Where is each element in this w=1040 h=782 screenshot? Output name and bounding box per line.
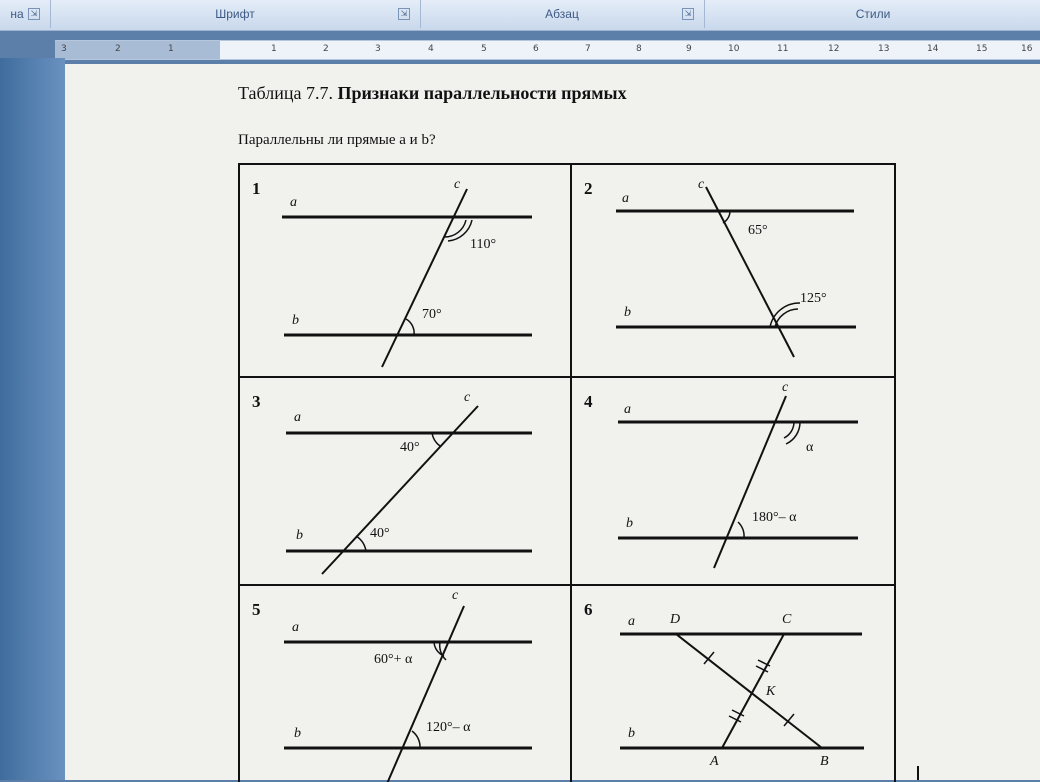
ribbon-separator: [50, 0, 51, 28]
font-dialog-launcher-icon[interactable]: ⇲: [398, 8, 410, 20]
figure-3-drawing: [240, 378, 570, 584]
figure-cell-5: [240, 586, 570, 782]
ruler-tick: 15: [976, 44, 988, 54]
dialog-launcher-icon[interactable]: ⇲: [28, 8, 40, 20]
figure-4-drawing: [572, 378, 894, 584]
point-d-label: D: [670, 612, 681, 627]
ribbon-group-paragraph: [422, 0, 702, 28]
ruler-tick: 5: [481, 44, 487, 54]
ruler-tick: 9: [686, 44, 692, 54]
ruler-tick: 16: [1021, 44, 1033, 54]
ruler-tick: 1: [168, 44, 174, 54]
ruler-tick: 1: [271, 44, 277, 54]
figures-table: [238, 163, 896, 782]
angle-label-bottom: 40°: [370, 526, 390, 541]
ruler-tick: 2: [323, 44, 329, 54]
angle-label-bottom: 120°– α: [426, 720, 471, 735]
ribbon-group-partial-label: на: [10, 7, 24, 21]
line-b-label: b: [294, 726, 301, 741]
line-c-label: c: [698, 177, 705, 192]
line-c-label: c: [454, 177, 461, 192]
ruler-tick: 14: [927, 44, 939, 54]
angle-label-top: 110°: [470, 237, 497, 252]
ribbon-group-styles: [706, 0, 1040, 28]
ruler-tick: 3: [61, 44, 67, 54]
cell-number: 4: [584, 392, 593, 411]
ribbon-separator: [420, 0, 421, 28]
ruler-tick: 3: [375, 44, 381, 54]
ruler-tick: 6: [533, 44, 539, 54]
line-b-label: b: [628, 726, 635, 741]
line-c-label: c: [782, 380, 789, 395]
cell-number: 1: [252, 179, 261, 198]
ruler-tick: 8: [636, 44, 642, 54]
figure-5-drawing: [240, 586, 570, 782]
line-a-label: a: [294, 410, 301, 425]
figure-cell-3: [240, 378, 570, 584]
ribbon-group-styles-label: Стили: [855, 7, 891, 21]
cell-number: 2: [584, 179, 593, 198]
line-a-label: a: [624, 402, 631, 417]
angle-label-bottom: 70°: [422, 307, 442, 322]
line-a-label: a: [628, 614, 635, 629]
ruler-left-margin: [55, 41, 220, 59]
line-b-label: b: [624, 305, 631, 320]
angle-label-bottom: 180°– α: [752, 510, 797, 525]
ribbon-group-partial: [0, 0, 48, 28]
figure-6-drawing: [572, 586, 894, 782]
angle-label-bottom: 125°: [800, 291, 827, 306]
page-title: [238, 83, 627, 104]
angle-label-top: 40°: [400, 440, 420, 455]
ruler-tick: 4: [428, 44, 434, 54]
horizontal-ruler[interactable]: [55, 40, 1040, 60]
ribbon-group-font-label: Шрифт: [215, 7, 255, 21]
line-b-label: b: [296, 528, 303, 543]
point-k-label: K: [766, 684, 776, 699]
title-bold: Признаки параллельности прямых: [337, 83, 627, 103]
point-b-label: B: [820, 754, 829, 769]
text-cursor: [917, 766, 919, 780]
ruler-tick: 2: [115, 44, 121, 54]
ruler-tick: 13: [878, 44, 890, 54]
ribbon-group-paragraph-label: Абзац: [545, 7, 579, 21]
cell-number: 5: [252, 600, 261, 619]
question-text: Параллельны ли прямые a и b?: [238, 132, 436, 148]
angle-label-top: α: [806, 440, 814, 455]
figure-cell-6: [572, 586, 894, 782]
figure-cell-4: [572, 378, 894, 584]
ribbon: [0, 0, 1040, 31]
ruler-tick: 11: [777, 44, 789, 54]
line-c-label: c: [452, 588, 459, 603]
angle-label-top: 65°: [748, 223, 768, 238]
cell-number: 3: [252, 392, 261, 411]
line-a-label: a: [290, 195, 297, 210]
title-prefix: Таблица 7.7.: [238, 83, 333, 103]
line-b-label: b: [292, 313, 299, 328]
paragraph-dialog-launcher-icon[interactable]: ⇲: [682, 8, 694, 20]
ribbon-group-font: [52, 0, 418, 28]
point-a-label: A: [710, 754, 719, 769]
ruler-tick: 7: [585, 44, 591, 54]
line-c-label: c: [464, 390, 471, 405]
angle-label-top: 60°+ α: [374, 652, 413, 667]
line-a-label: a: [622, 191, 629, 206]
point-c-label: C: [782, 612, 792, 627]
cell-number: 6: [584, 600, 593, 619]
line-b-label: b: [626, 516, 633, 531]
left-window-background: [0, 58, 65, 780]
figure-2-drawing: [572, 165, 894, 376]
ruler-tick: 10: [728, 44, 740, 54]
line-a-label: a: [292, 620, 299, 635]
ruler-tick: 12: [828, 44, 840, 54]
ribbon-separator: [704, 0, 705, 28]
figure-cell-1: [240, 165, 570, 376]
figure-cell-2: [572, 165, 894, 376]
